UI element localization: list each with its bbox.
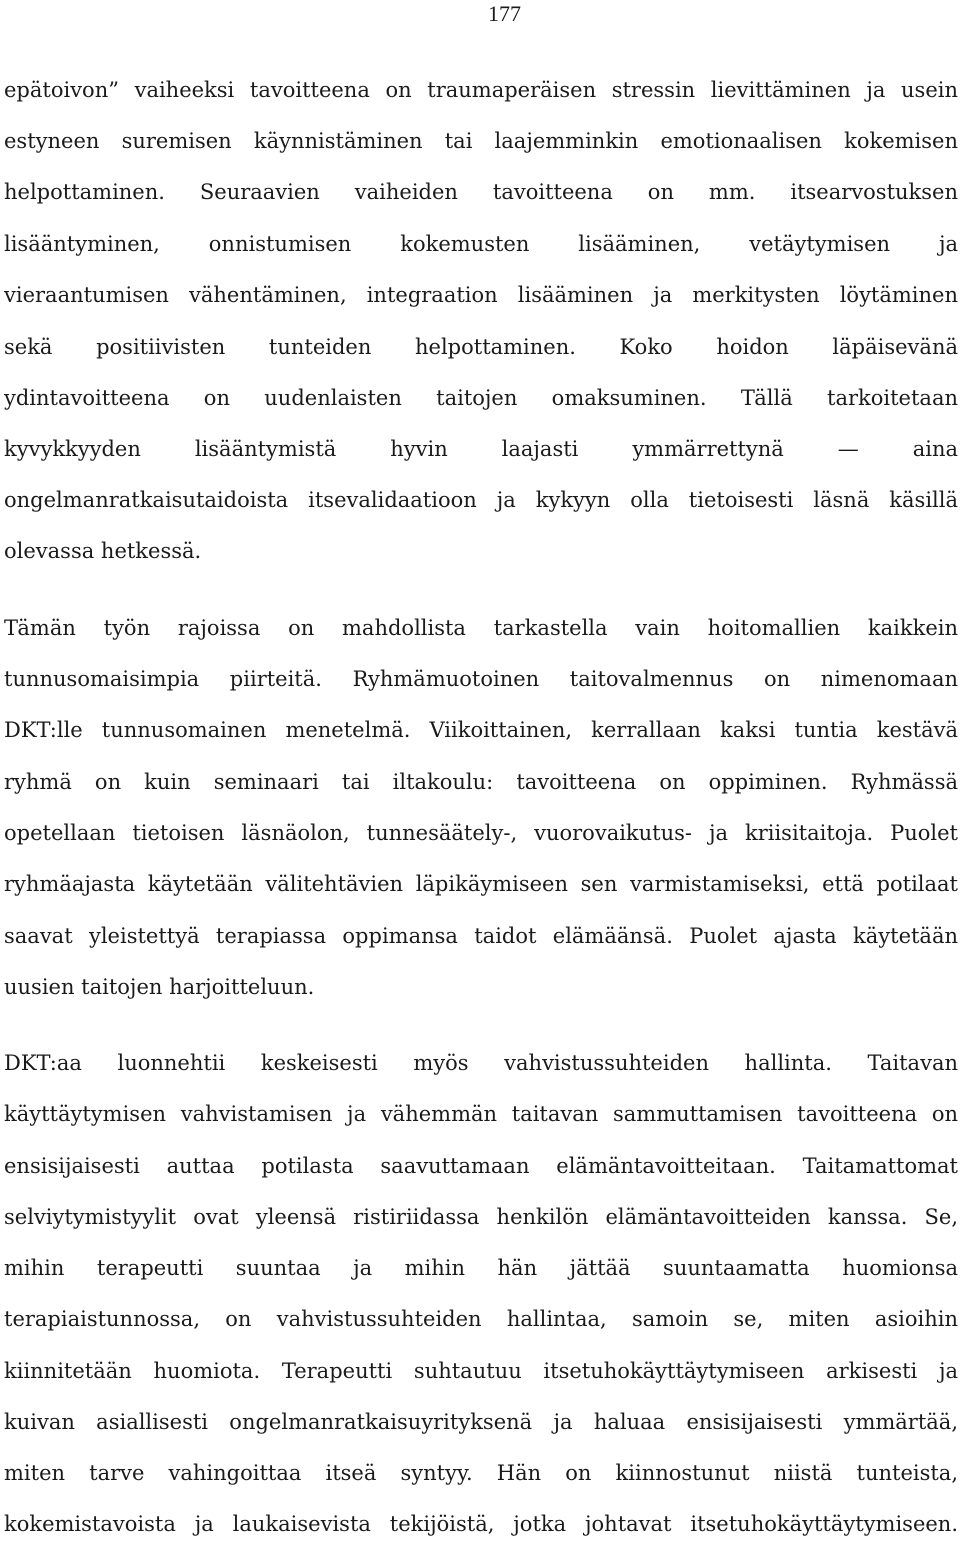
text-line: Tämän työn rajoissa on mahdollista tarkastella vain hoitomallien kaikkein xyxy=(4,616,958,640)
text-line: epätoivon” vaiheeksi tavoitteena on traumaperäisen stressin lievittäminen ja usein xyxy=(4,78,958,102)
text-line: olevassa hetkessä. xyxy=(4,539,202,563)
text-line: vieraantumisen vähentäminen, integraation lisääminen ja merkitysten löytäminen xyxy=(4,283,958,307)
text-line: ongelmanratkaisutaidoista itsevalidaatioon ja kykyyn olla tietoisesti läsnä käsillä xyxy=(4,488,958,512)
text-line: helpottaminen. Seuraavien vaiheiden tavoitteena on mm. itsearvostuksen xyxy=(4,180,958,204)
text-line: DKT:aa luonnehtii keskeisesti myös vahvistussuhteiden hallinta. Taitavan xyxy=(4,1051,958,1075)
text-line: ryhmä on kuin seminaari tai iltakoulu: tavoitteena on oppiminen. Ryhmässä xyxy=(4,770,958,794)
text-line: kokemistavoista ja laukaisevista tekijöistä, jotka johtavat itsetuhokäyttäytymiseen. xyxy=(4,1512,958,1536)
text-line: miten tarve vahingoittaa itseä syntyy. Hän on kiinnostunut niistä tunteista, xyxy=(4,1461,958,1485)
text-line: uusien taitojen harjoitteluun. xyxy=(4,975,315,999)
text-line: kuivan asiallisesti ongelmanratkaisuyrityksenä ja haluaa ensisijaisesti ymmärtää, xyxy=(4,1410,958,1434)
text-line: mihin terapeutti suuntaa ja mihin hän jättää suuntaamatta huomionsa xyxy=(4,1256,958,1280)
text-line: ryhmäajasta käytetään välitehtävien läpikäymiseen sen varmistamiseksi, että potilaat xyxy=(4,872,958,896)
text-line: sekä positiivisten tunteiden helpottaminen. Koko hoidon läpäisevänä xyxy=(4,335,958,359)
text-line: selviytymistyylit ovat yleensä ristiriidassa henkilön elämäntavoitteiden kanssa. Se, xyxy=(4,1205,958,1229)
text-line: tunnusomaisimpia piirteitä. Ryhmämuotoinen taitovalmennus on nimenomaan xyxy=(4,667,958,691)
text-line: ydintavoitteena on uudenlaisten taitojen omaksuminen. Tällä tarkoitetaan xyxy=(4,386,958,410)
text-line: kiinnitetään huomiota. Terapeutti suhtautuu itsetuhokäyttäytymiseen arkisesti ja xyxy=(4,1359,958,1383)
text-line: terapiaistunnossa, on vahvistussuhteiden hallintaa, samoin se, miten asioihin xyxy=(4,1307,958,1331)
page-number: 177 xyxy=(488,1,521,26)
text-line: ensisijaisesti auttaa potilasta saavuttamaan elämäntavoitteitaan. Taitamattomat xyxy=(4,1154,958,1178)
text-line: opetellaan tietoisen läsnäolon, tunnesäätely-, vuorovaikutus- ja kriisitaitoja. Puolet xyxy=(4,821,958,845)
text-line: DKT:lle tunnusomainen menetelmä. Viikoittainen, kerrallaan kaksi tuntia kestävä xyxy=(4,718,958,742)
text-line: saavat yleistettyä terapiassa oppimansa taidot elämäänsä. Puolet ajasta käytetään xyxy=(4,924,958,948)
text-line: käyttäytymisen vahvistamisen ja vähemmän taitavan sammuttamisen tavoitteena on xyxy=(4,1102,958,1126)
text-line: estyneen suremisen käynnistäminen tai laajemminkin emotionaalisen kokemisen xyxy=(4,129,958,153)
text-line: lisääntyminen, onnistumisen kokemusten lisääminen, vetäytymisen ja xyxy=(4,232,958,256)
text-line: kyvykkyyden lisääntymistä hyvin laajasti ymmärrettynä — aina xyxy=(4,437,958,461)
